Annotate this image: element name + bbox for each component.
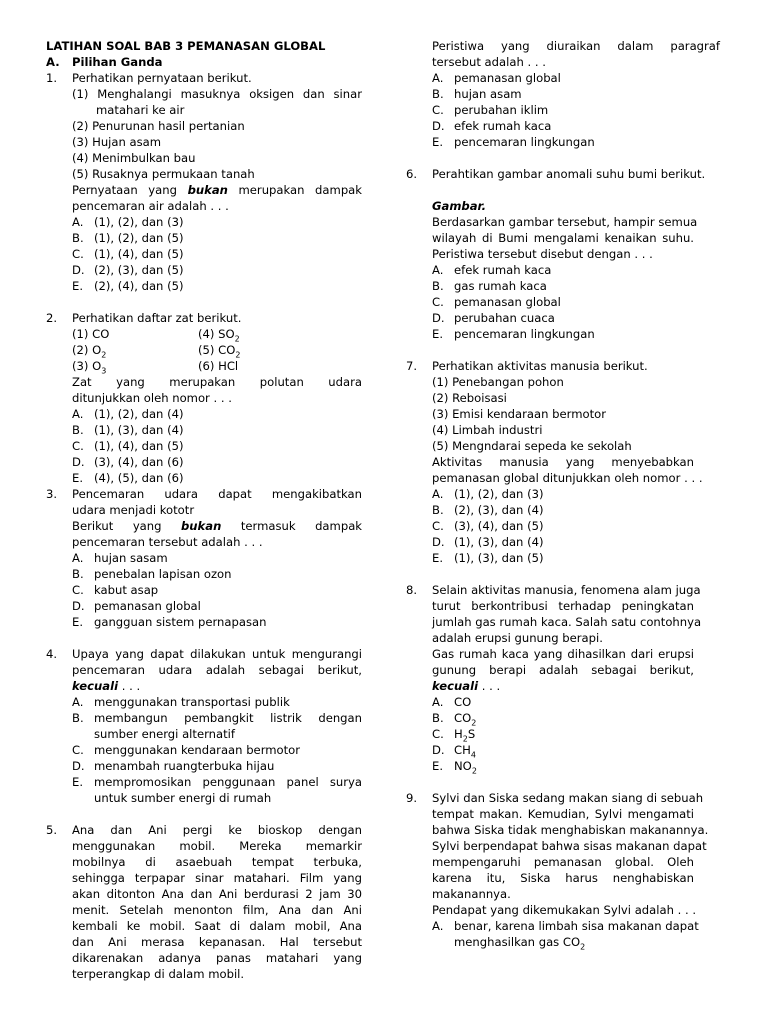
question-stem: Sylvi dan Siska sedang makan siang di sebuah [432,791,704,805]
option-d: D. efek rumah kaca [432,119,552,133]
option-c: C. menggunakan kendaraan bermotor [72,743,301,757]
question-7: 7. Perhatikan aktivitas manusia berikut. (1) Penebangan pohon (2) Reboisasi (3) Emisi kendaraan bermotor (4) Limbah industri (5) Mengndarai sepeda ke sekolah Aktivitas manusia yang menyebabkan pemanasan global ditunjukkan oleh nomor . . . A. (1), (2), dan (3) B. (2), (3), dan (4) C. (3), (4), dan (5) D. (1), (3), dan (4) E. (1), (3), dan (5) [406,359,703,565]
option-e: E. pencemaran lingkungan [432,327,595,341]
question-number: 4. [46,647,58,661]
list-item: (4) Limbah industri [432,423,543,437]
option-b: B. (1), (3), dan (4) [72,423,184,437]
option-c: C. (1), (4), dan (5) [72,439,184,453]
option-d: D. menambah ruangterbuka hijau [72,759,275,773]
list-item: (3) Hujan asam [72,135,162,149]
question-1: 1. Perhatikan pernyataan berikut. (1) Menghalangi masuknya oksigen dan sinar matahari ke air (2) Penurunan hasil pertanian (3) Hujan asam (4) Menimbulkan bau (5) Rusaknya permukaan tanah Pernyataan yang bukan merupakan dampak pencemaran air adalah . . . A. (1), (2), dan (3) B. (1), (2), dan (5) C. (1), (4), dan (5) D. (2), (3), dan (5) E. (2), (4), dan (5) [46,71,362,293]
option-e: E. (4), (5), dan (6) [72,471,184,485]
list-item: (5) Rusaknya permukaan tanah [72,167,255,181]
question-2: 2. Perhatikan daftar zat berikut. (1) CO (4) $SO_2$ (2) $O_2$ (5) $CO_2$ (3) $O_3$ (6) HCl Zat yang merupakan polutan udara ditunjukkan oleh nomor . . . A. (1), (2), dan (4) B. (1), (3), dan (4) C. (1), (4), dan (5) D. (3), (4), dan (6) E. (4), (5), dan (6) [46,311,362,485]
option-e-cont: untuk sumber energi di rumah [94,791,272,805]
option-e: E. gangguan sistem pernapasan [72,615,267,629]
question-3: 3. Pencemaran udara dapat mengakibatkan udara menjadi kototr Berikut yang bukan termasuk dampak pencemaran tersebut adalah . . . A. hujan sasam B. penebalan lapisan ozon C. kabut asap D. pemanasan global E. gangguan sistem pernapasan [46,487,363,629]
question-stem: Upaya yang dapat dilakukan untuk mengurangi [72,647,362,661]
option-b: B. gas rumah kaca [432,279,547,293]
option-b: B. penebalan lapisan ozon [72,567,232,581]
option-a: A. (1), (2), dan (3) [72,215,184,229]
question-stem: Perhatikan daftar zat berikut. [72,311,242,325]
list-item: (2) Penurunan hasil pertanian [72,119,245,133]
option-d: D. (1), (3), dan (4) [432,535,544,549]
question-number: 9. [406,791,418,805]
question-stem: Pencemaran udara dapat mengakibatkan [72,487,362,501]
question-prompt: Zat yang merupakan polutan udara [72,375,362,389]
list-item: (1) Penebangan pohon [432,375,564,389]
option-a: A. (1), (2), dan (4) [72,407,184,421]
question-number: 6. [406,167,418,181]
option-d: D. perubahan cuaca [432,311,555,325]
question-stem: Ana dan Ani pergi ke bioskop dengan [72,823,362,837]
option-b: B. $CO_2$ [432,711,477,728]
option-c: C. $H_2S$ [432,727,476,744]
option-c: C. kabut asap [72,583,159,597]
option-c: C. (1), (4), dan (5) [72,247,184,261]
list-item: (1) CO (4) $SO_2$ [72,327,240,344]
option-e: E. mempromosikan penggunaan panel surya [72,775,362,789]
option-d: D. (2), (3), dan (5) [72,263,184,277]
question-number: 1. [46,71,58,85]
question-prompt: Aktivitas manusia yang menyebabkan [432,455,694,469]
section-heading: A. Pilihan Ganda [46,55,163,69]
right-column: Peristiwa yang diuraikan dalam paragraf tersebut adalah . . . A. pemanasan global B. hujan asam C. perubahan iklim D. efek rumah kaca E. pencemaran lingkungan 6. Perahtikan gambar anomali suhu bumi berikut. Gambar. Berdasarkan gambar tersebut, hampir semua wilayah di Bumi mengalami kenaikan suhu. Peristiwa tersebut disebut dengan . . . A. efek rumah kaca B. gas rumah kaca C. pemanasan global D. perubahan cuaca E. pencemaran lingkungan 7. Perhatikan aktivitas manusia berikut. (1) Penebangan pohon (2) Reboisasi (3) Emisi kendaraan bermotor (4) Limbah industri (5) Mengndarai sepeda ke sekolah Aktivitas manusia yang menyebabkan pemanasan global ditunjukkan oleh nomor . . . A. (1), (2), dan (3) B. (2), (3), dan (4) C. (3), (4), dan (5) D. (1), (3), dan (4) E. (1), (3), dan (5) 8. Selain aktivitas manusia, fenomena alam juga turut berkontribusi terhadap peningkatan jumlah gas rumah kaca. Salah satu contohnya adalah erupsi gunung berapi. Gas rumah kaca yang dihasilkan dari erupsi gunung berapi adalah sebagai berikut, kecuali . . . A. CO B. $CO_2$ C. $H_2S$ D. $CH_4$ E. $NO_2$ 9. Sylvi dan Siska sedang makan siang di sebuah tempat makan. Kemudian, Sylvi mengamati bahwa Siska tidak menghabiskan makanannya. Sylvi berpendapat bahwa sisas makanan dapat mempengaruhi pemanasan global. Oleh karena itu, Siska harus nenghabiskan makanannya. Pendapat yang dikemukakan Sylvi adalah . . . A. benar, karena limbah sisa makanan dapat menghasilkan gas $CO_2$ [406,39,720,952]
question-9: 9. Sylvi dan Siska sedang makan siang di sebuah tempat makan. Kemudian, Sylvi mengamati bahwa Siska tidak menghabiskan makanannya. Sylvi berpendapat bahwa sisas makanan dapat mempengaruhi pemanasan global. Oleh karena itu, Siska harus nenghabiskan makanannya. Pendapat yang dikemukakan Sylvi adalah . . . A. benar, karena limbah sisa makanan dapat menghasilkan gas $CO_2$ [406,791,709,952]
option-b: B. (1), (2), dan (5) [72,231,184,245]
question-number: 3. [46,487,58,501]
option-b: B. (2), (3), dan (4) [432,503,544,517]
option-e: E. pencemaran lingkungan [432,135,595,149]
question-stem: Perahtikan gambar anomali suhu bumi berikut. [432,167,706,181]
list-item: (1) Menghalangi masuknya oksigen dan sinar [72,87,362,101]
option-d: D. pemanasan global [72,599,201,613]
question-prompt: Peristiwa yang diuraikan dalam paragraf [432,39,720,53]
option-e: E. (2), (4), dan (5) [72,279,184,293]
question-number: 5. [46,823,58,837]
list-item: (3) Emisi kendaraan bermotor [432,407,606,421]
option-a: A. benar, karena limbah sisa makanan dapat [432,919,699,933]
question-6: 6. Perahtikan gambar anomali suhu bumi berikut. Gambar. Berdasarkan gambar tersebut, hampir semua wilayah di Bumi mengalami kenaikan suhu. Peristiwa tersebut disebut dengan . . . A. efek rumah kaca B. gas rumah kaca C. pemanasan global D. perubahan cuaca E. pencemaran lingkungan 7. Perhatikan aktivitas manusia berikut. (1) Penebangan pohon (2) Reboisasi (3) Emisi kendaraan bermotor (4) Limbah industri (5) Mengndarai sepeda ke sekolah Aktivitas manusia yang menyebabkan pemanasan global ditunjukkan oleh nomor . . . A. (1), (2), dan (3) B. (2), (3), dan (4) C. (3), (4), dan (5) D. (1), (3), dan (4) E. (1), (3), dan (5) 8. Selain aktivitas manusia, fenomena alam juga turut berkontribusi terhadap peningkatan jumlah gas rumah kaca. Salah satu contohnya adalah erupsi gunung berapi. Gas rumah kaca yang dihasilkan dari erupsi gunung berapi adalah sebagai berikut, kecuali . . . A. CO B. $CO_2$ C. $H_2S$ D. $CH_4$ E. $NO_2$ 9. Sylvi dan Siska sedang makan siang di sebuah tempat makan. Kemudian, Sylvi mengamati bahwa Siska tidak menghabiskan makanannya. Sylvi berpendapat bahwa sisas makanan dapat mempengaruhi pemanasan global. Oleh karena itu, Siska harus nenghabiskan makanannya. Pendapat yang dikemukakan Sylvi adalah . . . A. benar, karena limbah sisa makanan dapat menghasilkan gas $CO_2$ [406,167,709,952]
option-b: B. membangun pembangkit listrik dengan [72,711,362,725]
option-a: A. efek rumah kaca [432,263,552,277]
option-c: C. (3), (4), dan (5) [432,519,544,533]
list-item: (5) Mengndarai sepeda ke sekolah [432,439,632,453]
list-item: (3) $O_3$ (6) HCl [72,359,239,376]
left-column [46,38,362,982]
question-number: 7. [406,359,418,373]
option-e: E. (1), (3), dan (5) [432,551,544,565]
option-d: D. (3), (4), dan (6) [72,455,184,469]
option-c: C. perubahan iklim [432,103,549,117]
question-prompt: Pernyataan yang bukan merupakan dampak [72,183,362,197]
question-number: 8. [406,583,418,597]
option-d: D. $CH_4$ [432,743,476,760]
question-8: 8. Selain aktivitas manusia, fenomena alam juga turut berkontribusi terhadap peningkatan jumlah gas rumah kaca. Salah satu contohnya adalah erupsi gunung berapi. Gas rumah kaca yang dihasilkan dari erupsi gunung berapi adalah sebagai berikut, kecuali . . . A. CO B. $CO_2$ C. $H_2S$ D. $CH_4$ E. $NO_2$ [406,583,702,776]
option-b: B. hujan asam [432,87,522,101]
question-stem: Perhatikan pernyataan berikut. [72,71,252,85]
question-4: 4. Upaya yang dapat dilakukan untuk mengurangi pencemaran udara adalah sebagai berikut, kecuali . . . A. menggunakan transportasi publik B. membangun pembangkit listrik dengan sumber energi alternatif C. menggunakan kendaraan bermotor D. menambah ruangterbuka hijau E. mempromosikan penggunaan panel surya untuk sumber energi di rumah [46,647,362,805]
figure-placeholder: Gambar. [432,199,487,213]
option-a-cont: menghasilkan gas $CO_2$ [454,935,586,952]
question-number: 2. [46,311,58,325]
question-stem: Perhatikan aktivitas manusia berikut. [432,359,648,373]
list-item: (2) $O_2$ (5) $CO_2$ [72,343,241,360]
option-c: C. pemanasan global [432,295,561,309]
list-item: matahari ke air [96,103,185,117]
option-a: A. pemanasan global [432,71,561,85]
option-a: A. menggunakan transportasi publik [72,695,290,709]
list-item: (4) Menimbulkan bau [72,151,196,165]
option-a: A. CO [432,695,472,709]
question-prompt: Berikut yang bukan termasuk dampak [72,519,363,533]
list-item: (2) Reboisasi [432,391,507,405]
option-a: A. hujan sasam [72,551,168,565]
option-b-cont: sumber energi alternatif [94,727,235,741]
option-e: E. $NO_2$ [432,759,477,776]
page-title: LATIHAN SOAL BAB 3 PEMANASAN GLOBAL [46,39,326,53]
option-a: A. (1), (2), dan (3) [432,487,544,501]
question-stem: Selain aktivitas manusia, fenomena alam juga [432,583,701,597]
question-5: 5. Ana dan Ani pergi ke bioskop dengan menggunakan mobil. Mereka memarkir mobilnya di asaebuah tempat terbuka, sehingga terpapar sinar matahari. Film yang akan ditonton Ana dan Ani berdurasi 2 jam 30 menit. Setelah menonton film, Ana dan Ani kembali ke mobil. Saat di dalam mobil, Ana dan Ani merasa kepanasan. Hal tersebut dikarenakan adanya panas matahari yang terperangkap di dalam mobil. [46,823,362,981]
